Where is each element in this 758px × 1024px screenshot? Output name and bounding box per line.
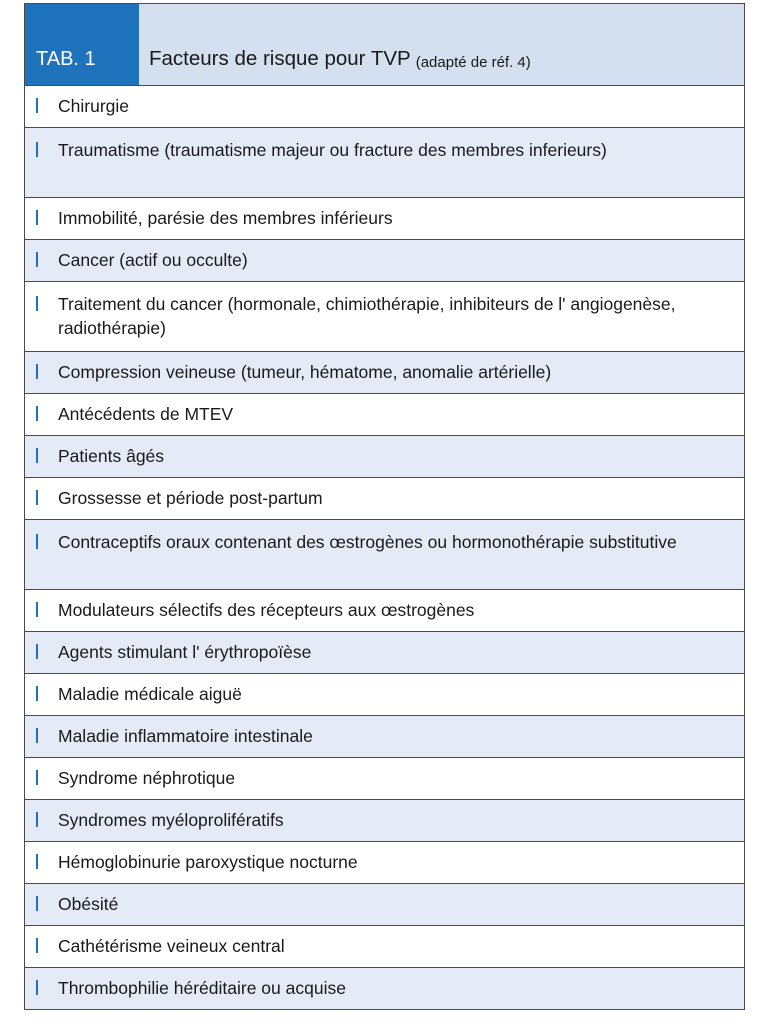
row-text: Obésité — [58, 894, 119, 914]
bullet-marker — [36, 770, 38, 785]
bullet-marker — [36, 296, 38, 311]
table-row — [25, 198, 744, 240]
table-row — [25, 436, 744, 478]
table-title-cell — [139, 4, 744, 85]
row-text: Contraceptifs oraux contenant des œstrogènes ou hormonothérapie substitutive — [58, 532, 677, 552]
table-row — [25, 884, 744, 926]
bullet-marker — [36, 686, 38, 701]
bullet-marker — [36, 98, 38, 113]
table-row — [25, 240, 744, 282]
row-text: Traumatisme (traumatisme majeur ou fracture des membres inferieurs) — [58, 140, 607, 160]
table-row — [25, 842, 744, 884]
bullet-marker — [36, 448, 38, 463]
table-title-note: (adapté de réf. 4) — [415, 54, 531, 71]
risk-factor-table — [24, 3, 745, 1010]
table-row — [25, 632, 744, 674]
bullet-marker — [36, 534, 38, 549]
table-title: Facteurs de risque pour TVP — [149, 47, 411, 70]
bullet-marker — [36, 854, 38, 869]
bullet-marker — [36, 602, 38, 617]
table-row — [25, 86, 744, 128]
table-row — [25, 352, 744, 394]
bullet-marker — [36, 728, 38, 743]
row-text: Syndrome néphrotique — [58, 768, 236, 788]
bullet-marker — [36, 252, 38, 267]
row-text: Thrombophilie héréditaire ou acquise — [58, 978, 346, 998]
row-text: Cathétérisme veineux central — [58, 936, 285, 956]
bullet-marker — [36, 142, 38, 157]
row-text: Maladie inflammatoire intestinale — [58, 726, 313, 746]
bullet-marker — [36, 812, 38, 827]
row-text: Modulateurs sélectifs des récepteurs aux œstrogènes — [58, 600, 475, 620]
table-row — [25, 520, 744, 590]
bullet-marker — [36, 210, 38, 225]
table-row — [25, 716, 744, 758]
row-text: Hémoglobinurie paroxystique nocturne — [58, 852, 358, 872]
row-text: Cancer (actif ou occulte) — [58, 250, 248, 270]
row-text: Compression veineuse (tumeur, hématome, anomalie artérielle) — [58, 362, 552, 382]
row-text: Traitement du cancer (hormonale, chimiothérapie, inhibiteurs de l' angiogenèse, radiothérapie) — [58, 294, 676, 338]
table-row — [25, 800, 744, 842]
table-row — [25, 674, 744, 716]
row-text: Grossesse et période post-partum — [58, 488, 323, 508]
table-row — [25, 758, 744, 800]
table-row — [25, 282, 744, 352]
row-text: Immobilité, parésie des membres inférieurs — [58, 208, 393, 228]
bullet-marker — [36, 980, 38, 995]
row-text: Chirurgie — [58, 96, 129, 116]
row-text: Patients âgés — [58, 446, 165, 466]
table-row — [25, 590, 744, 632]
table-row — [25, 926, 744, 968]
bullet-marker — [36, 406, 38, 421]
row-text: Agents stimulant l' érythropoïèse — [58, 642, 312, 662]
table-row — [25, 394, 744, 436]
row-text: Antécédents de MTEV — [58, 404, 234, 424]
bullet-marker — [36, 896, 38, 911]
table-number-label: TAB. 1 — [25, 4, 139, 85]
bullet-marker — [36, 490, 38, 505]
table-row — [25, 478, 744, 520]
bullet-marker — [36, 644, 38, 659]
row-text: Syndromes myéloprolifératifs — [58, 810, 284, 830]
table-row — [25, 128, 744, 198]
table-row — [25, 968, 744, 1010]
bullet-marker — [36, 364, 38, 379]
row-text: Maladie médicale aiguë — [58, 684, 242, 704]
bullet-marker — [36, 938, 38, 953]
table-header — [25, 4, 744, 86]
